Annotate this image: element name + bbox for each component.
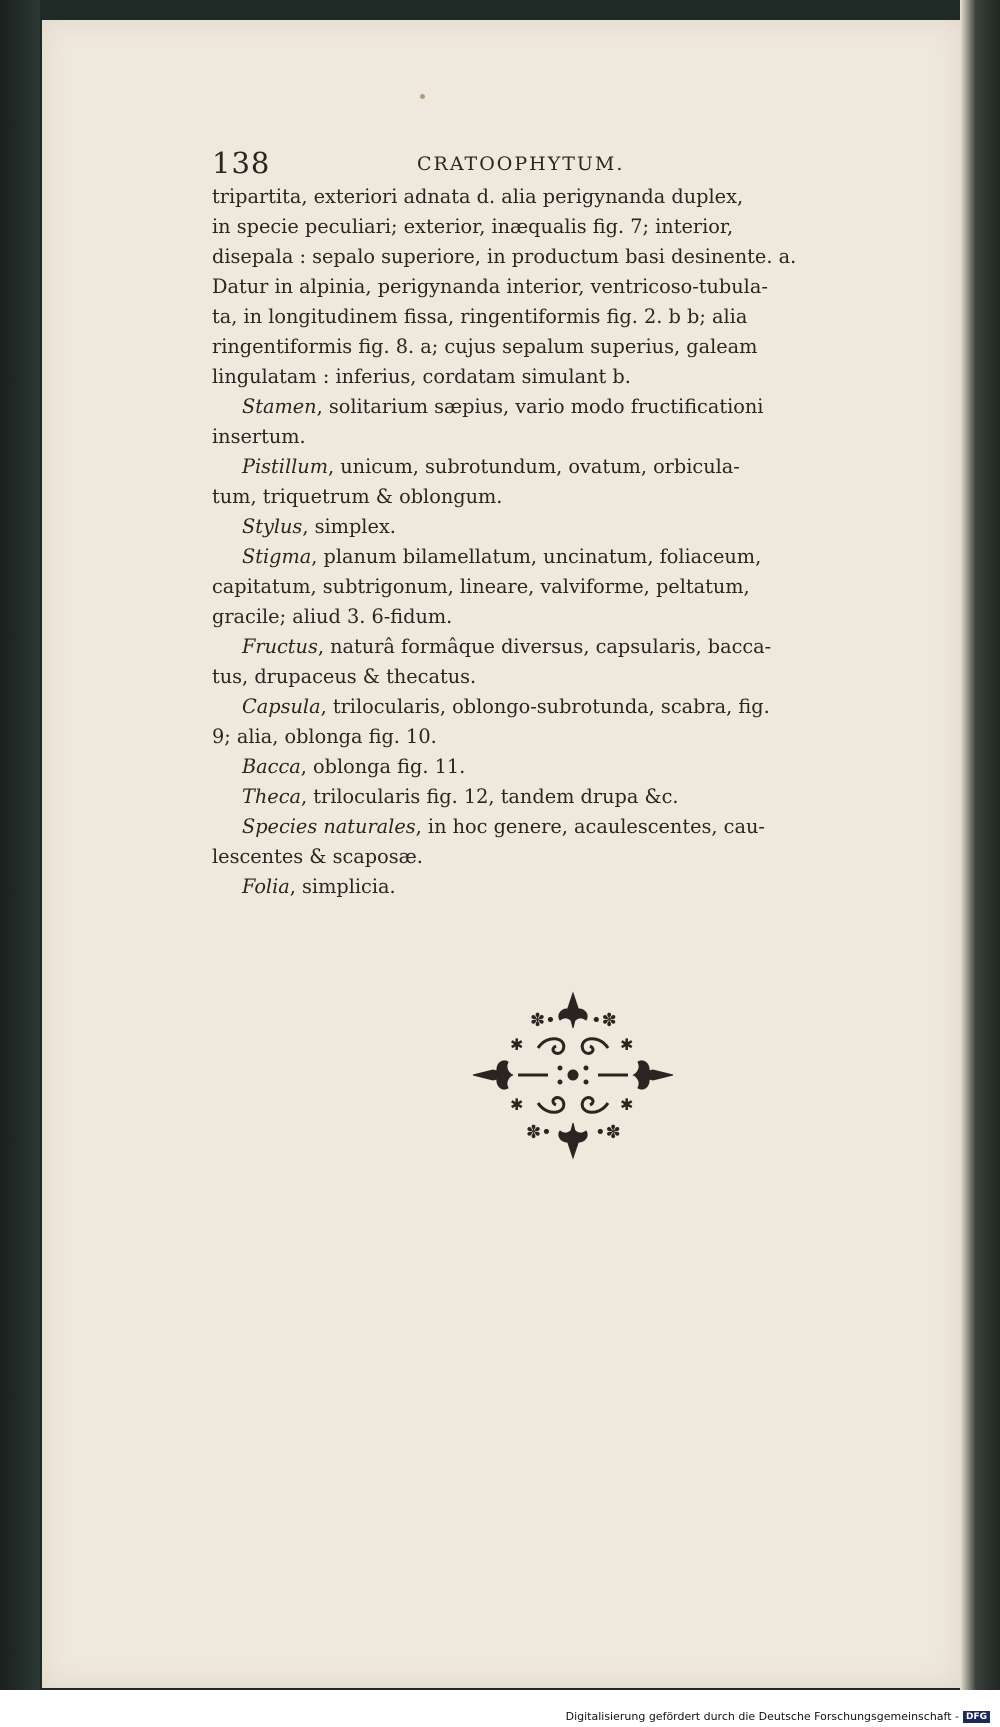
credit-text: Digitalisierung gefördert durch die Deutsche Forschungsgemeinschaft - bbox=[565, 1710, 959, 1723]
paragraph-species bbox=[212, 812, 888, 872]
text-line: tum, triquetrum & oblongum. bbox=[212, 485, 503, 508]
text-line: , planum bilamellatum, uncinatum, foliaceum, bbox=[311, 545, 762, 568]
paragraph bbox=[212, 182, 888, 392]
text-line: , trilocularis fig. 12, tandem drupa &c. bbox=[300, 785, 679, 808]
paragraph-bacca bbox=[212, 752, 888, 782]
text-line: gracile; aliud 3. 6-fidum. bbox=[212, 605, 453, 628]
paragraph-fructus bbox=[212, 632, 888, 692]
term-label: Fructus bbox=[242, 635, 318, 658]
text-line: tus, drupaceus & thecatus. bbox=[212, 665, 477, 688]
text-line: , oblonga fig. 11. bbox=[300, 755, 466, 778]
text-line: tripartita, exteriori adnata d. alia perigynanda duplex, bbox=[212, 185, 744, 208]
text-line: ringentiformis fig. 8. a; cujus sepalum superius, galeam bbox=[212, 335, 758, 358]
book-spine-edge bbox=[0, 0, 40, 1690]
text-line: lescentes & scaposæ. bbox=[212, 845, 423, 868]
paper-spot bbox=[420, 94, 425, 99]
paragraph-folia bbox=[212, 872, 888, 902]
text-line: , simplicia. bbox=[289, 875, 396, 898]
text-line: , trilocularis, oblongo-subrotunda, scabra, fig. bbox=[320, 695, 770, 718]
paragraph-stigma bbox=[212, 542, 888, 632]
text-line: , solitarium sæpius, vario modo fructificationi bbox=[316, 395, 764, 418]
page-number: 138 bbox=[212, 146, 271, 180]
svg-text:✽•: ✽• bbox=[526, 1122, 552, 1143]
body-text bbox=[212, 182, 888, 902]
text-line: , in hoc genere, acaulescentes, cau- bbox=[415, 815, 765, 838]
svg-text:•✽: •✽ bbox=[591, 1010, 617, 1031]
paragraph-stamen bbox=[212, 392, 888, 452]
paragraph-theca bbox=[212, 782, 888, 812]
term-label: Species naturales bbox=[242, 815, 416, 838]
book-fore-edge bbox=[960, 0, 1000, 1690]
term-label: Bacca bbox=[242, 755, 301, 778]
svg-text:✱: ✱ bbox=[620, 1035, 634, 1054]
term-label: Capsula bbox=[242, 695, 321, 718]
text-line: 9; alia, oblonga fig. 10. bbox=[212, 725, 437, 748]
digitization-credit bbox=[566, 1710, 990, 1723]
term-label: Pistillum bbox=[242, 455, 328, 478]
svg-text:✱: ✱ bbox=[620, 1095, 634, 1114]
text-line: insertum. bbox=[212, 425, 306, 448]
page-header bbox=[212, 146, 912, 186]
dfg-logo: DFG bbox=[963, 1711, 990, 1723]
text-line: , unicum, subrotundum, ovatum, orbicula- bbox=[327, 455, 740, 478]
paragraph-capsula bbox=[212, 692, 888, 752]
term-label: Folia bbox=[242, 875, 290, 898]
text-line: ta, in longitudinem fissa, ringentiformis fig. 2. b b; alia bbox=[212, 305, 748, 328]
text-line: in specie peculiari; exterior, inæqualis fig. 7; interior, bbox=[212, 215, 734, 238]
text-line: disepala : sepalo superiore, in productum basi desinente. a. bbox=[212, 245, 797, 268]
paragraph-stylus bbox=[212, 512, 888, 542]
svg-text:✱: ✱ bbox=[510, 1035, 524, 1054]
text-line: lingulatam : inferius, cordatam simulant b. bbox=[212, 365, 631, 388]
floral-vignette-icon bbox=[468, 988, 678, 1163]
svg-text:✱: ✱ bbox=[510, 1095, 524, 1114]
svg-text:•✽: •✽ bbox=[595, 1122, 621, 1143]
term-label: Theca bbox=[242, 785, 301, 808]
svg-text:✽•: ✽• bbox=[530, 1010, 556, 1031]
text-line: Datur in alpinia, perigynanda interior, ventricoso-tubula- bbox=[212, 275, 768, 298]
text-line: capitatum, subtrigonum, lineare, valviforme, peltatum, bbox=[212, 575, 750, 598]
paragraph-pistillum bbox=[212, 452, 888, 512]
term-label: Stamen bbox=[242, 395, 317, 418]
text-line: , naturâ formâque diversus, capsularis, bacca- bbox=[317, 635, 772, 658]
term-label: Stigma bbox=[242, 545, 312, 568]
term-label: Stylus bbox=[242, 515, 303, 538]
text-line: , simplex. bbox=[302, 515, 396, 538]
running-head: CRATOOPHYTUM. bbox=[417, 153, 625, 175]
